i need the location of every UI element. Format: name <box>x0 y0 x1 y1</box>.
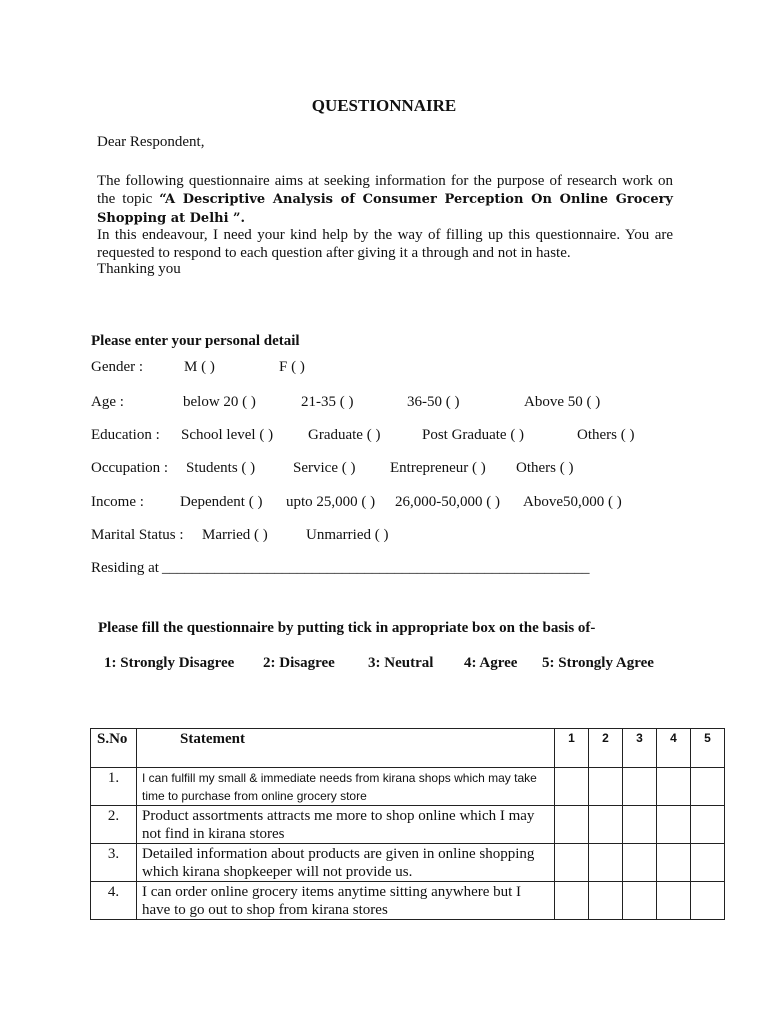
scale-neutral: 3: Neutral <box>368 655 434 671</box>
row-statement: Product assortments attracts me more to shop online which I may not find in kirana stores <box>137 806 555 844</box>
occupation-option-service[interactable]: Service ( ) <box>293 460 356 476</box>
rating-cell-1[interactable] <box>555 806 589 844</box>
rating-cell-1[interactable] <box>555 844 589 882</box>
header-sno: S.No <box>91 729 137 768</box>
income-label: Income : <box>91 494 144 510</box>
rating-cell-4[interactable] <box>657 882 691 920</box>
income-option-dependent[interactable]: Dependent ( ) <box>180 494 263 510</box>
residing-blank-line[interactable]: _________________________________________________________ <box>162 560 590 576</box>
intro-line1: The following questionnaire aims at seeking information for the purpose of research work on <box>97 173 673 189</box>
scale-agree: 4: Agree <box>464 655 518 671</box>
row-sno: 1. <box>91 768 137 806</box>
education-label: Education : <box>91 427 160 443</box>
header-statement: Statement <box>137 729 555 768</box>
rating-cell-2[interactable] <box>589 882 623 920</box>
rating-cell-5[interactable] <box>691 844 725 882</box>
salutation: Dear Respondent, <box>97 134 205 150</box>
row-statement: Detailed information about products are given in online shopping which kirana shopkeeper will not provide us. <box>137 844 555 882</box>
rating-cell-5[interactable] <box>691 806 725 844</box>
header-rating-2: 2 <box>589 729 623 768</box>
age-option-21-35[interactable]: 21-35 ( ) <box>301 394 354 410</box>
intro-request: In this endeavour, I need your kind help by the way of filling up this questionnaire. You are requested to respond to each question after giving it a through and not in haste. <box>97 227 673 261</box>
research-topic: “A Descriptive Analysis of Consumer Perception On Online Grocery Shopping at Delhi ”. <box>97 192 673 226</box>
personal-detail-heading: Please enter your personal detail <box>91 333 300 349</box>
scale-strongly-agree: 5: Strongly Agree <box>542 655 654 671</box>
rating-cell-3[interactable] <box>623 768 657 806</box>
table-row <box>91 806 725 844</box>
marital-option-married[interactable]: Married ( ) <box>202 527 268 543</box>
intro-topic-prefix: the topic <box>97 191 153 207</box>
education-option-school[interactable]: School level ( ) <box>181 427 274 443</box>
gender-option-female[interactable]: F ( ) <box>279 359 305 375</box>
education-option-post-graduate[interactable]: Post Graduate ( ) <box>422 427 525 443</box>
rating-cell-3[interactable] <box>623 806 657 844</box>
rating-cell-3[interactable] <box>623 844 657 882</box>
occupation-option-others[interactable]: Others ( ) <box>516 460 574 476</box>
table-header-row <box>91 729 725 768</box>
gender-option-male[interactable]: M ( ) <box>184 359 215 375</box>
education-option-others[interactable]: Others ( ) <box>577 427 635 443</box>
header-rating-3: 3 <box>623 729 657 768</box>
scale-disagree: 2: Disagree <box>263 655 335 671</box>
age-label: Age : <box>91 394 124 410</box>
questionnaire-table <box>90 728 725 920</box>
age-option-above-50[interactable]: Above 50 ( ) <box>524 394 601 410</box>
residing-label: Residing at <box>91 560 159 576</box>
occupation-option-entrepreneur[interactable]: Entrepreneur ( ) <box>390 460 486 476</box>
occupation-option-students[interactable]: Students ( ) <box>186 460 256 476</box>
rating-cell-2[interactable] <box>589 806 623 844</box>
row-sno: 3. <box>91 844 137 882</box>
education-option-graduate[interactable]: Graduate ( ) <box>308 427 381 443</box>
header-rating-5: 5 <box>691 729 725 768</box>
age-option-below-20[interactable]: below 20 ( ) <box>183 394 256 410</box>
table-row <box>91 882 725 920</box>
row-sno: 4. <box>91 882 137 920</box>
age-option-36-50[interactable]: 36-50 ( ) <box>407 394 460 410</box>
page-title: QUESTIONNAIRE <box>311 96 457 115</box>
income-option-above-50000[interactable]: Above50,000 ( ) <box>523 494 622 510</box>
rating-cell-1[interactable] <box>555 768 589 806</box>
rating-cell-4[interactable] <box>657 768 691 806</box>
row-statement: I can order online grocery items anytime sitting anywhere but I have to go out to shop from kirana stores <box>137 882 555 920</box>
header-rating-4: 4 <box>657 729 691 768</box>
scale-strongly-disagree: 1: Strongly Disagree <box>104 655 235 671</box>
row-statement: I can fulfill my small & immediate needs from kirana shops which may take time to purchase from online grocery store <box>137 768 555 806</box>
table-row <box>91 844 725 882</box>
rating-cell-1[interactable] <box>555 882 589 920</box>
rating-cell-3[interactable] <box>623 882 657 920</box>
gender-label: Gender : <box>91 359 144 375</box>
rating-cell-5[interactable] <box>691 768 725 806</box>
row-sno: 2. <box>91 806 137 844</box>
table-row <box>91 768 725 806</box>
thanks-text: Thanking you <box>97 261 181 277</box>
income-option-26000-50000[interactable]: 26,000-50,000 ( ) <box>395 494 500 510</box>
occupation-label: Occupation : <box>91 460 169 476</box>
rating-cell-2[interactable] <box>589 844 623 882</box>
marital-option-unmarried[interactable]: Unmarried ( ) <box>306 527 389 543</box>
rating-cell-2[interactable] <box>589 768 623 806</box>
intro-paragraph <box>97 172 673 228</box>
rating-cell-4[interactable] <box>657 844 691 882</box>
marital-label: Marital Status : <box>91 527 184 543</box>
rating-cell-4[interactable] <box>657 806 691 844</box>
income-option-upto-25000[interactable]: upto 25,000 ( ) <box>286 494 376 510</box>
instruction-text: Please fill the questionnaire by putting tick in appropriate box on the basis of- <box>98 620 596 636</box>
header-rating-1: 1 <box>555 729 589 768</box>
rating-cell-5[interactable] <box>691 882 725 920</box>
